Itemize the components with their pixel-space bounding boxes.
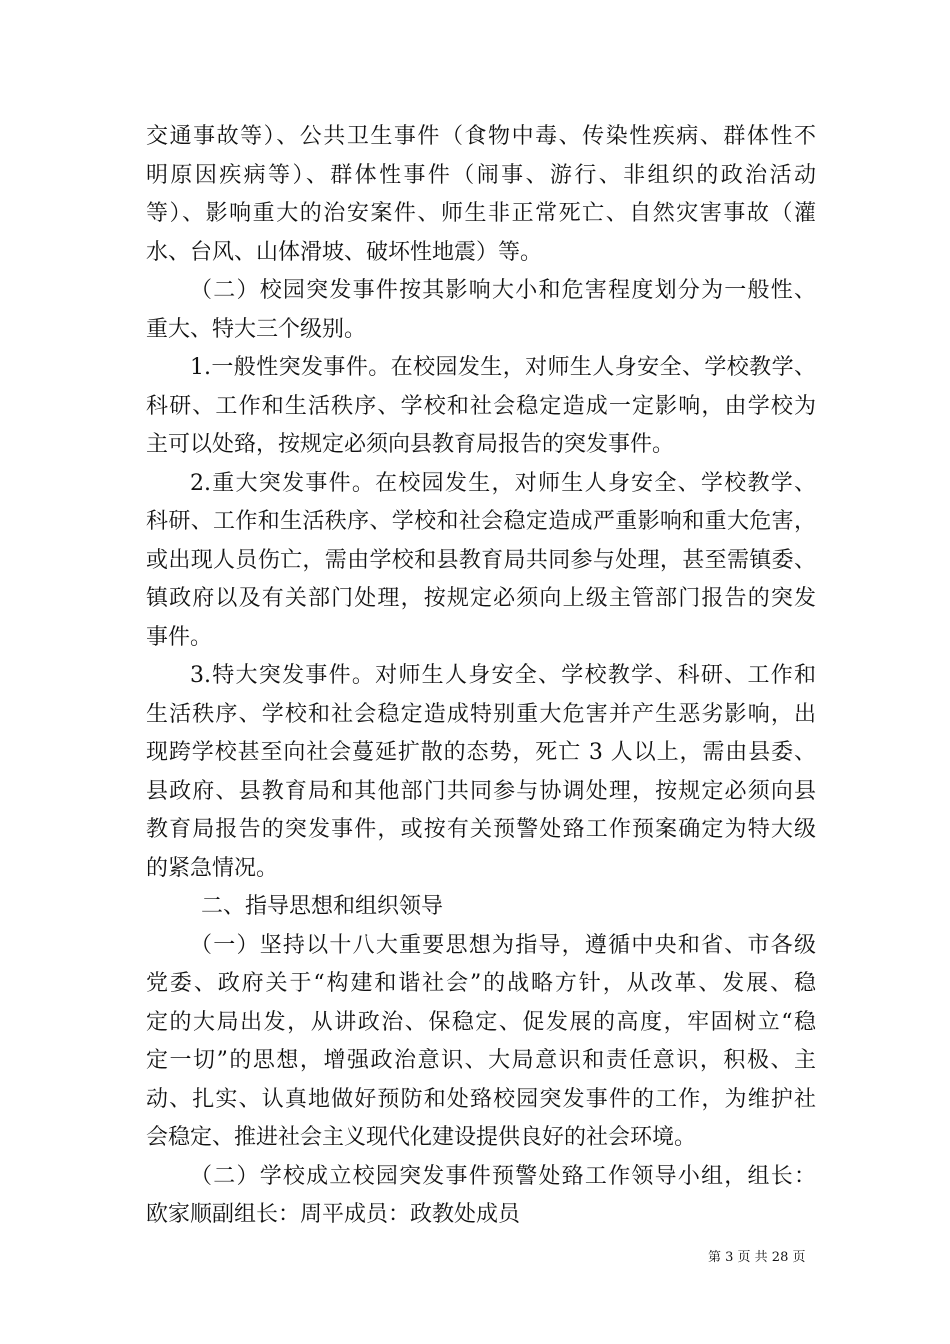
body-text [146,118,816,1235]
text-line: 或出现人员伤亡，需由学校和县教育局共同参与处理，甚至需镇委、 [146,547,816,573]
text-line: 的紧急情况。 [146,855,279,881]
page-number: 第 3 页 共 28 页 [708,1250,806,1265]
text-line: 定一切”的思想，增强政治意识、大局意识和责任意识，积极、主 [146,1048,816,1073]
text-line: 2.重大突发事件。在校园发生，对师生人身安全、学校教学、 [190,470,816,496]
text-line: 1.一般性突发事件。在校园发生，对师生人身安全、学校教学、 [190,355,816,380]
text-line: 水、台风、山体滑坡、破坏性地震）等。 [146,239,543,265]
text-line: 县政府、县教育局和其他部门共同参与协调处理，按规定必须向县 [146,778,816,804]
text-line: （一）坚持以十八大重要思想为指导，遵循中央和省、市各级 [190,932,816,958]
text-line: 动、扎实、认真地做好预防和处臵校园突发事件的工作，为维护社 [146,1086,816,1112]
text-line: 主可以处臵，按规定必须向县教育局报告的突发事件。 [146,432,675,457]
text-line: （二）校园突发事件按其影响大小和危害程度划分为一般性、 [190,278,816,303]
text-line: 欧家顺副组长：周平成员：政教处成员 [146,1202,521,1227]
text-line: 3.特大突发事件。对师生人身安全、学校教学、科研、工作和 [190,663,816,688]
text-line: 事件。 [146,624,213,650]
text-line: 会稳定、推进社会主义现代化建设提供良好的社会环境。 [146,1125,697,1150]
text-line: （二）学校成立校园突发事件预警处臵工作领导小组，组长： [190,1163,816,1189]
text-line: 等）、影响重大的治安案件、师生非正常死亡、自然灾害事故（灌 [146,201,816,226]
section-heading: 二、指导思想和组织领导 [201,894,444,919]
text-line: 生活秩序、学校和社会稳定造成特别重大危害并产生恶劣影响，出 [146,701,816,727]
text-line: 镇政府以及有关部门处理，按规定必须向上级主管部门报告的突发 [146,586,816,611]
text-line: 明原因疾病等）、群体性事件（闹事、游行、非组织的政治活动 [146,162,816,188]
text-line: 党委、政府关于“构建和谐社会”的战略方针，从改革、发展、稳 [146,971,816,996]
text-line: 定的大局出发，从讲政治、保稳定、促发展的高度，牢固树立“稳 [146,1009,816,1035]
text-line: 重大、特大三个级别。 [146,316,367,342]
text-line: 教育局报告的突发事件，或按有关预警处臵工作预案确定为特大级 [146,817,816,842]
text-line: 科研、工作和生活秩序、学校和社会稳定造成一定影响，由学校为 [146,393,816,419]
text-line: 科研、工作和生活秩序、学校和社会稳定造成严重影响和重大危害， [146,509,816,534]
text-line: 交通事故等）、公共卫生事件（食物中毒、传染性疾病、群体性不 [146,124,816,149]
text-line: 现跨学校甚至向社会蔓延扩散的态势，死亡 3 人以上，需由县委、 [146,740,816,765]
